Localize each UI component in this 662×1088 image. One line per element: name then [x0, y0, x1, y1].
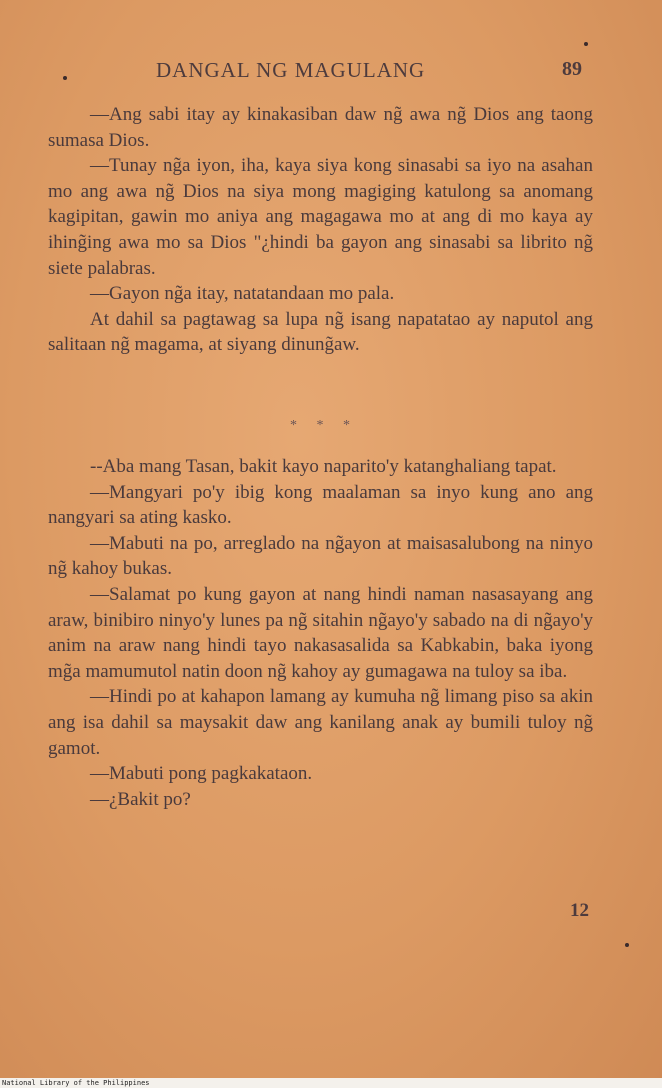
- paragraph: —¿Bakit po?: [90, 788, 191, 810]
- paragraph: —Mabuti pong pagkakataon.: [90, 763, 313, 785]
- paragraph: --Aba mang Tasan, bakit kayo naparito'y katanghaliang tapat.: [90, 456, 557, 477]
- paragraph: —Tunay ng̃a iyon, iha, kaya siya kong sinasabi sa iyo na asahan mo ang awa ng̃ Dios na siya mong magiging katulong sa anomang kagipitan, gawin mo aniya ang magagawa mo at ang di mo kaya ay ihing̃ing awa mo sa Dios "¿hindi ba gayon ang sinasabi sa librito ng̃ siete palabras.: [48, 155, 593, 279]
- running-title: DANGAL NG MAGULANG: [156, 58, 426, 82]
- paragraph: —Hindi po at kahapon lamang ay kumuha ng̃ limang piso sa akin ang isa dahil sa maysakit daw ang kanilang anak ay bumili tuloy ng̃ gamot.: [48, 686, 593, 759]
- paragraph: —Salamat po kung gayon at nang hindi naman nasasayang ang araw, binibiro ninyo'y lunes pa ng̃ sitahin ng̃ayo'y sabado na di ng̃ayo'y anim na araw nang hindi tayo nakasasalida sa Kabkabin, baka iyong mg̃a mamumutol natin doon ng̃ kahoy ay gumagawa na tuloy sa iba.: [48, 583, 593, 682]
- library-credit: National Library of the Philippines: [2, 1079, 150, 1087]
- signature-mark: 12: [570, 900, 589, 921]
- ink-speck: [584, 42, 588, 46]
- body-text-section-1: [48, 102, 593, 358]
- paragraph: —Mabuti na po, arreglado na ng̃ayon at maisasalubong na ninyo ng̃ kahoy bukas.: [48, 532, 593, 580]
- paragraph: —Ang sabi itay ay kinakasiban daw ng̃ awa ng̃ Dios ang taong sumasa Dios.: [48, 104, 593, 151]
- paragraph: At dahil sa pagtawag sa lupa ng̃ isang napatatao ay naputol ang salitaan ng̃ magama, at siyang dinung̃aw.: [48, 308, 593, 356]
- page-header: [0, 58, 662, 88]
- paragraph: —Mangyari po'y ibig kong maalaman sa inyo kung ano ang nangyari sa ating kasko.: [48, 481, 593, 529]
- ink-speck: [625, 943, 629, 947]
- section-separator: * * *: [290, 418, 358, 433]
- paragraph: —Gayon ng̃a itay, natatandaan mo pala.: [90, 283, 395, 305]
- body-text-section-2: [48, 454, 593, 812]
- ink-speck: [63, 76, 67, 80]
- page-number: 89: [562, 58, 582, 80]
